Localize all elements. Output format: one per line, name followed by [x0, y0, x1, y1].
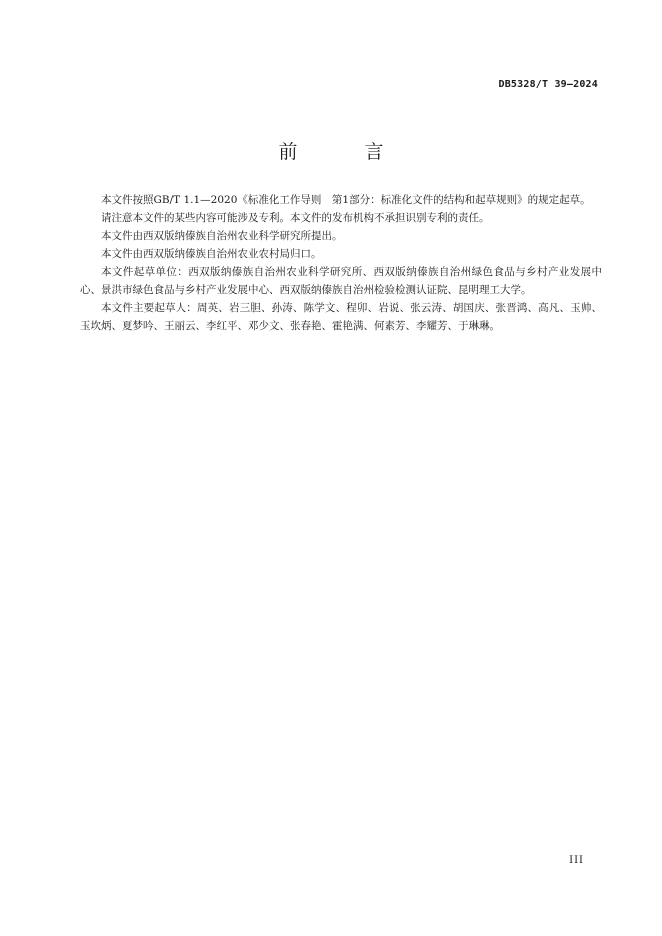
page-title: 前 言 [278, 141, 408, 163]
paragraph-patent-notice: 请注意本文件的某些内容可能涉及专利。本文件的发布机构不承担识别专利的责任。 [101, 212, 490, 224]
paragraph-proposer: 本文件由西双版纳傣族自治州农业科学研究所提出。 [101, 230, 343, 242]
paragraph-drafting-units: 本文件起草单位：西双版纳傣族自治州农业科学研究所、西双版纳傣族自治州绿色食品与乡村产业发展中心、景洪市绿色食品与乡村产业发展中心、西双版纳傣族自治州检验检测认证院、昆明理工大学。 [80, 266, 602, 296]
paragraph-drafters: 本文件主要起草人：周英、岩三胆、孙涛、陈学文、程卯、岩说、张云涛、胡国庆、张晋鸿、高凡、玉帅、玉坎炳、夏梦吟、王丽云、李红平、邓少文、张春艳、霍艳满、何素芳、李耀芳、于琳琳。 [80, 302, 602, 332]
paragraph-administrator: 本文件由西双版纳傣族自治州农业农村局归口。 [101, 248, 322, 260]
foreword-body [80, 191, 602, 335]
document-code: DB5328/T 39—2024 [498, 79, 598, 90]
paragraph-drafting-basis: 本文件按照GB/T 1.1—2020《标准化工作导则 第1部分：标准化文件的结构和起草规则》的规定起草。 [101, 194, 591, 206]
page-number: III [569, 855, 584, 866]
